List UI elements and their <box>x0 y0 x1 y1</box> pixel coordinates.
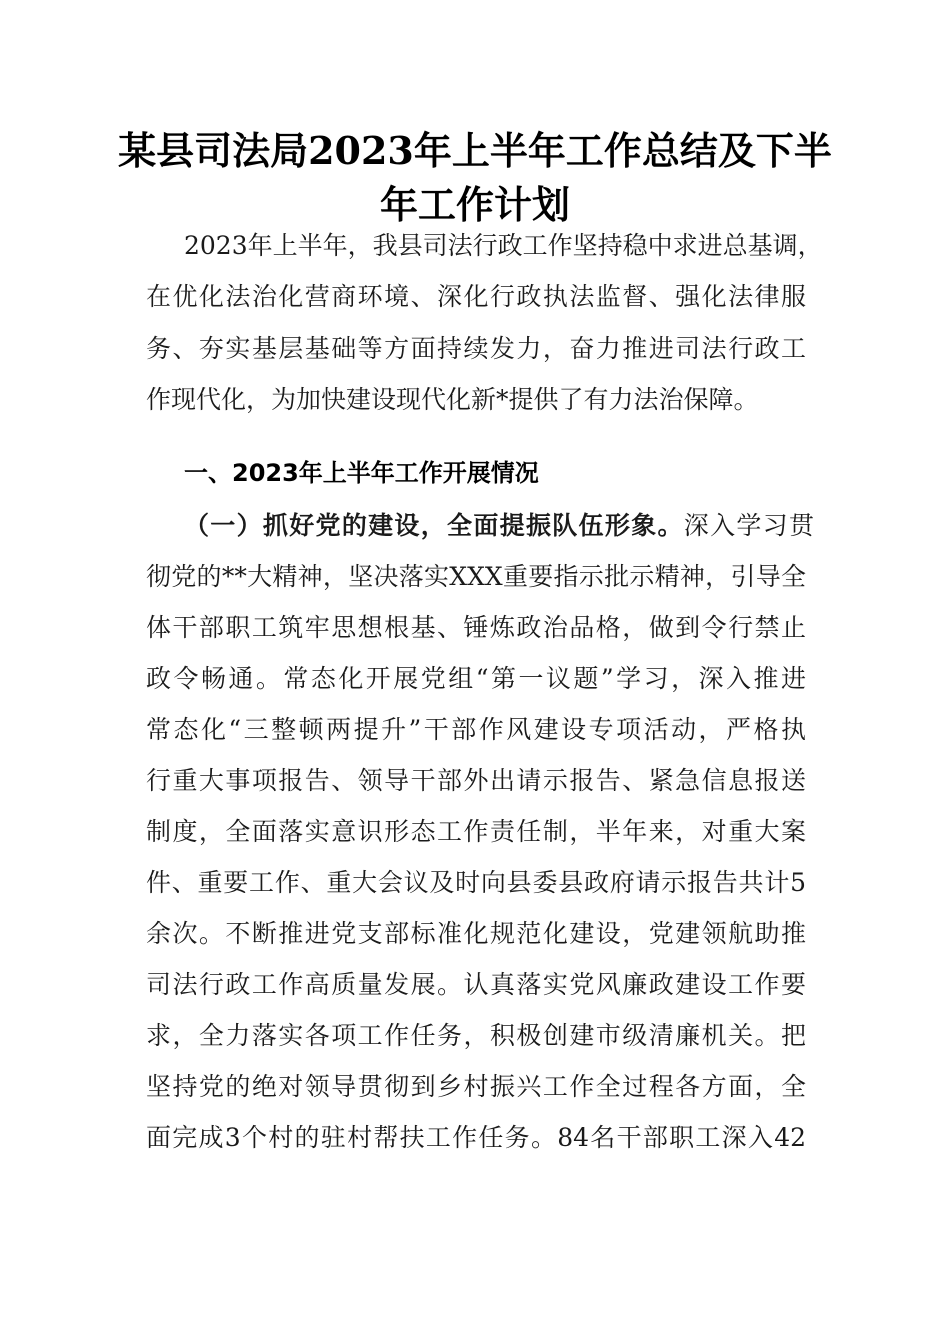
subsection-first-line <box>184 506 814 546</box>
subsection-lead: （一）抓好党的建设，全面提振队伍形象。 <box>184 511 684 540</box>
intro-line: 务、夯实基层基础等方面持续发力，奋力推进司法行政工 <box>146 334 806 363</box>
body-line: 求，全力落实各项工作任务，积极创建市级清廉机关。把 <box>146 1021 806 1050</box>
body-line: 行重大事项报告、领导干部外出请示报告、紧急信息报送 <box>146 766 806 795</box>
body-line: 件、重要工作、重大会议及时向县委县政府请示报告共计5 <box>146 868 806 897</box>
body-line: 坚持党的绝对领导贯彻到乡村振兴工作全过程各方面，全 <box>146 1072 806 1101</box>
body-line: 面完成3个村的驻村帮扶工作任务。84名干部职工深入42 <box>146 1123 806 1152</box>
subsection-first-line-rest: 深入学习贯 <box>683 511 814 540</box>
body-line: 常态化“三整顿两提升”干部作风建设专项活动，严格执 <box>146 715 806 744</box>
body-line: 体干部职工筑牢思想根基、锤炼政治品格，做到令行禁止 <box>146 613 806 642</box>
body-line: 彻党的**大精神，坚决落实XXX重要指示批示精神，引导全 <box>146 562 806 591</box>
intro-line: 2023年上半年，我县司法行政工作坚持稳中求进总基调， <box>184 231 823 260</box>
intro-line: 在优化法治化营商环境、深化行政执法监督、强化法律服 <box>146 282 806 311</box>
document-title-line-2: 年工作计划 <box>379 182 570 227</box>
body-line: 余次。不断推进党支部标准化规范化建设，党建领航助推 <box>146 919 806 948</box>
body-line: 政令畅通。常态化开展党组“第一议题”学习，深入推进 <box>146 664 806 693</box>
document-title-line-1: 某县司法局2023年上半年工作总结及下半 <box>118 128 832 173</box>
section-heading: 一、2023年上半年工作开展情况 <box>184 459 539 487</box>
body-line: 制度，全面落实意识形态工作责任制，半年来，对重大案 <box>146 817 806 846</box>
intro-line: 作现代化，为加快建设现代化新*提供了有力法治保障。 <box>146 385 759 414</box>
body-line: 司法行政工作高质量发展。认真落实党风廉政建设工作要 <box>146 970 806 999</box>
